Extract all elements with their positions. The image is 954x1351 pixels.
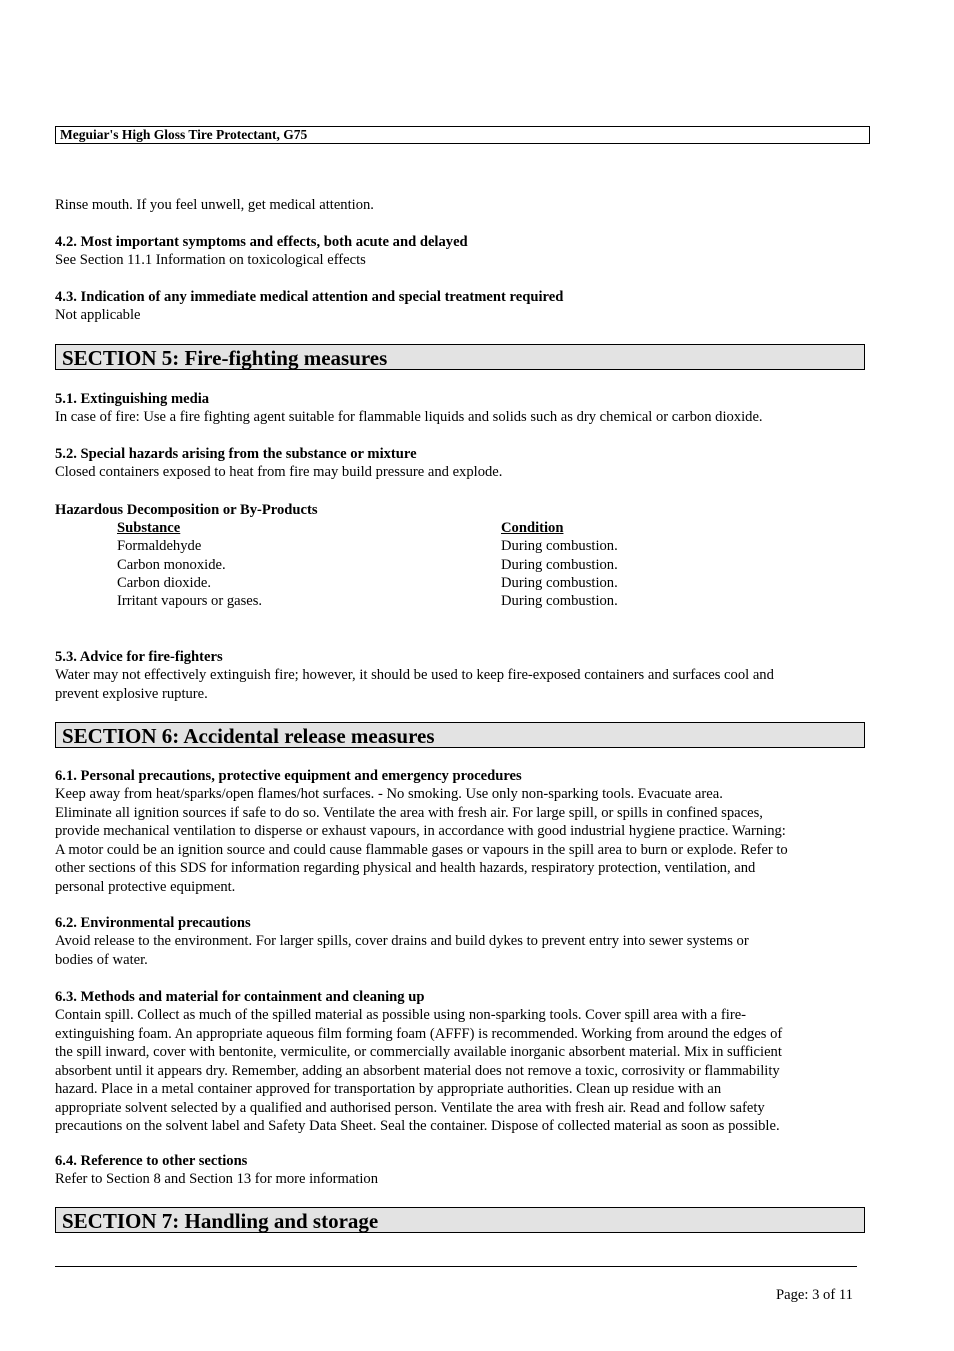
- section-6-heading: SECTION 6: Accidental release measures: [55, 722, 865, 748]
- text-line: hazard. Place in a metal container approved for transportation by appropriate authorities. Clean up residue with an: [55, 1081, 722, 1097]
- decomp-condition-2: During combustion.: [501, 557, 618, 573]
- text-line: extinguishing foam. An appropriate aqueous film forming foam (AFFF) is recommended. Working from around the edges of: [55, 1025, 783, 1042]
- text-line: Keep away from heat/sparks/open flames/hot surfaces. - No smoking. Use only non-sparking tools. Evacuate area.: [55, 786, 723, 802]
- section-5-heading: SECTION 5: Fire-fighting measures: [55, 344, 865, 370]
- text-line: Avoid release to the environment. For larger spills, cover drains and build dykes to prevent entry into sewer systems or: [55, 933, 749, 949]
- subsection-5-1-text: In case of fire: Use a fire fighting agent suitable for flammable liquids and solids such as dry chemical or carbon dioxide.: [55, 409, 763, 425]
- column-header-condition: Condition: [501, 520, 564, 536]
- decomposition-title: Hazardous Decomposition or By-Products: [55, 502, 318, 518]
- text-line: absorbent until it appears dry. Remember, adding an absorbent material does not remove a toxic, corrosivity or flammability: [55, 1062, 780, 1079]
- text-line: Water may not effectively extinguish fire; however, it should be used to keep fire-exposed containers and surfaces cool and: [55, 667, 774, 683]
- text-line: provide mechanical ventilation to disperse or exhaust vapours, in accordance with good industrial hygiene practice. Warning:: [55, 823, 786, 839]
- column-header-substance: Substance: [117, 520, 181, 536]
- first-aid-text: Rinse mouth. If you feel unwell, get medical attention.: [55, 197, 374, 213]
- decomp-condition-1: During combustion.: [501, 538, 618, 554]
- subsection-4-3-text: Not applicable: [55, 307, 141, 323]
- text-line: other sections of this SDS for information regarding physical and health hazards, respiratory protection, ventilation, and: [55, 860, 756, 876]
- decomp-substance-4: Irritant vapours or gases.: [117, 593, 263, 609]
- decomp-condition-4: During combustion.: [501, 593, 618, 609]
- subsection-4-2-text: See Section 11.1 Information on toxicological effects: [55, 252, 366, 268]
- page-number: Page: 3 of 11: [776, 1287, 853, 1303]
- subsection-4-2-title: 4.2. Most important symptoms and effects, both acute and delayed: [55, 234, 468, 250]
- text-line: appropriate solvent selected by a qualified and authorised person. Ventilate the area with fresh air. Read and follow safety: [55, 1099, 765, 1116]
- text-line: bodies of water.: [55, 951, 148, 968]
- subsection-5-3-text: [55, 666, 870, 703]
- subsection-5-2-text: Closed containers exposed to heat from fire may build pressure and explode.: [55, 464, 503, 480]
- text-line: Contain spill. Collect as much of the spilled material as possible using non-sparking tools. Cover spill area with a fire-: [55, 1007, 747, 1023]
- footer-divider: [55, 1266, 857, 1267]
- decomp-substance-2: Carbon monoxide.: [117, 557, 226, 573]
- text-line: personal protective equipment.: [55, 878, 236, 895]
- product-header: Meguiar's High Gloss Tire Protectant, G75: [55, 126, 870, 144]
- section-7-heading: SECTION 7: Handling and storage: [55, 1207, 865, 1233]
- text-line: A motor could be an ignition source and could cause flammable gases or vapours in the spill area to burn or explode. Refer to: [55, 841, 788, 858]
- subsection-6-1-text: [55, 785, 870, 896]
- text-line: Eliminate all ignition sources if safe to do so. Ventilate the area with fresh air. For large spill, or spills in confined spaces,: [55, 804, 763, 821]
- subsection-4-3-title: 4.3. Indication of any immediate medical attention and special treatment required: [55, 289, 564, 305]
- subsection-6-3-text: [55, 1006, 870, 1136]
- subsection-5-2-title: 5.2. Special hazards arising from the substance or mixture: [55, 446, 417, 462]
- decomp-substance-3: Carbon dioxide.: [117, 575, 212, 591]
- subsection-6-4-text: Refer to Section 8 and Section 13 for more information: [55, 1171, 379, 1187]
- text-line: the spill inward, cover with bentonite, vermiculite, or commercially available inorganic absorbent material. Mix in sufficient: [55, 1044, 782, 1060]
- text-line: prevent explosive rupture.: [55, 685, 208, 702]
- decomp-substance-1: Formaldehyde: [117, 538, 202, 554]
- subsection-5-3-title: 5.3. Advice for fire-fighters: [55, 649, 223, 665]
- subsection-6-1-title: 6.1. Personal precautions, protective equipment and emergency procedures: [55, 768, 522, 784]
- subsection-5-1-title: 5.1. Extinguishing media: [55, 391, 210, 407]
- decomp-condition-3: During combustion.: [501, 575, 618, 591]
- text-line: precautions on the solvent label and Safety Data Sheet. Seal the container. Dispose of collected material as soon as possible.: [55, 1118, 780, 1134]
- subsection-6-2-text: [55, 932, 870, 969]
- subsection-6-4-title: 6.4. Reference to other sections: [55, 1153, 248, 1169]
- subsection-6-2-title: 6.2. Environmental precautions: [55, 915, 251, 931]
- subsection-6-3-title: 6.3. Methods and material for containment and cleaning up: [55, 989, 425, 1005]
